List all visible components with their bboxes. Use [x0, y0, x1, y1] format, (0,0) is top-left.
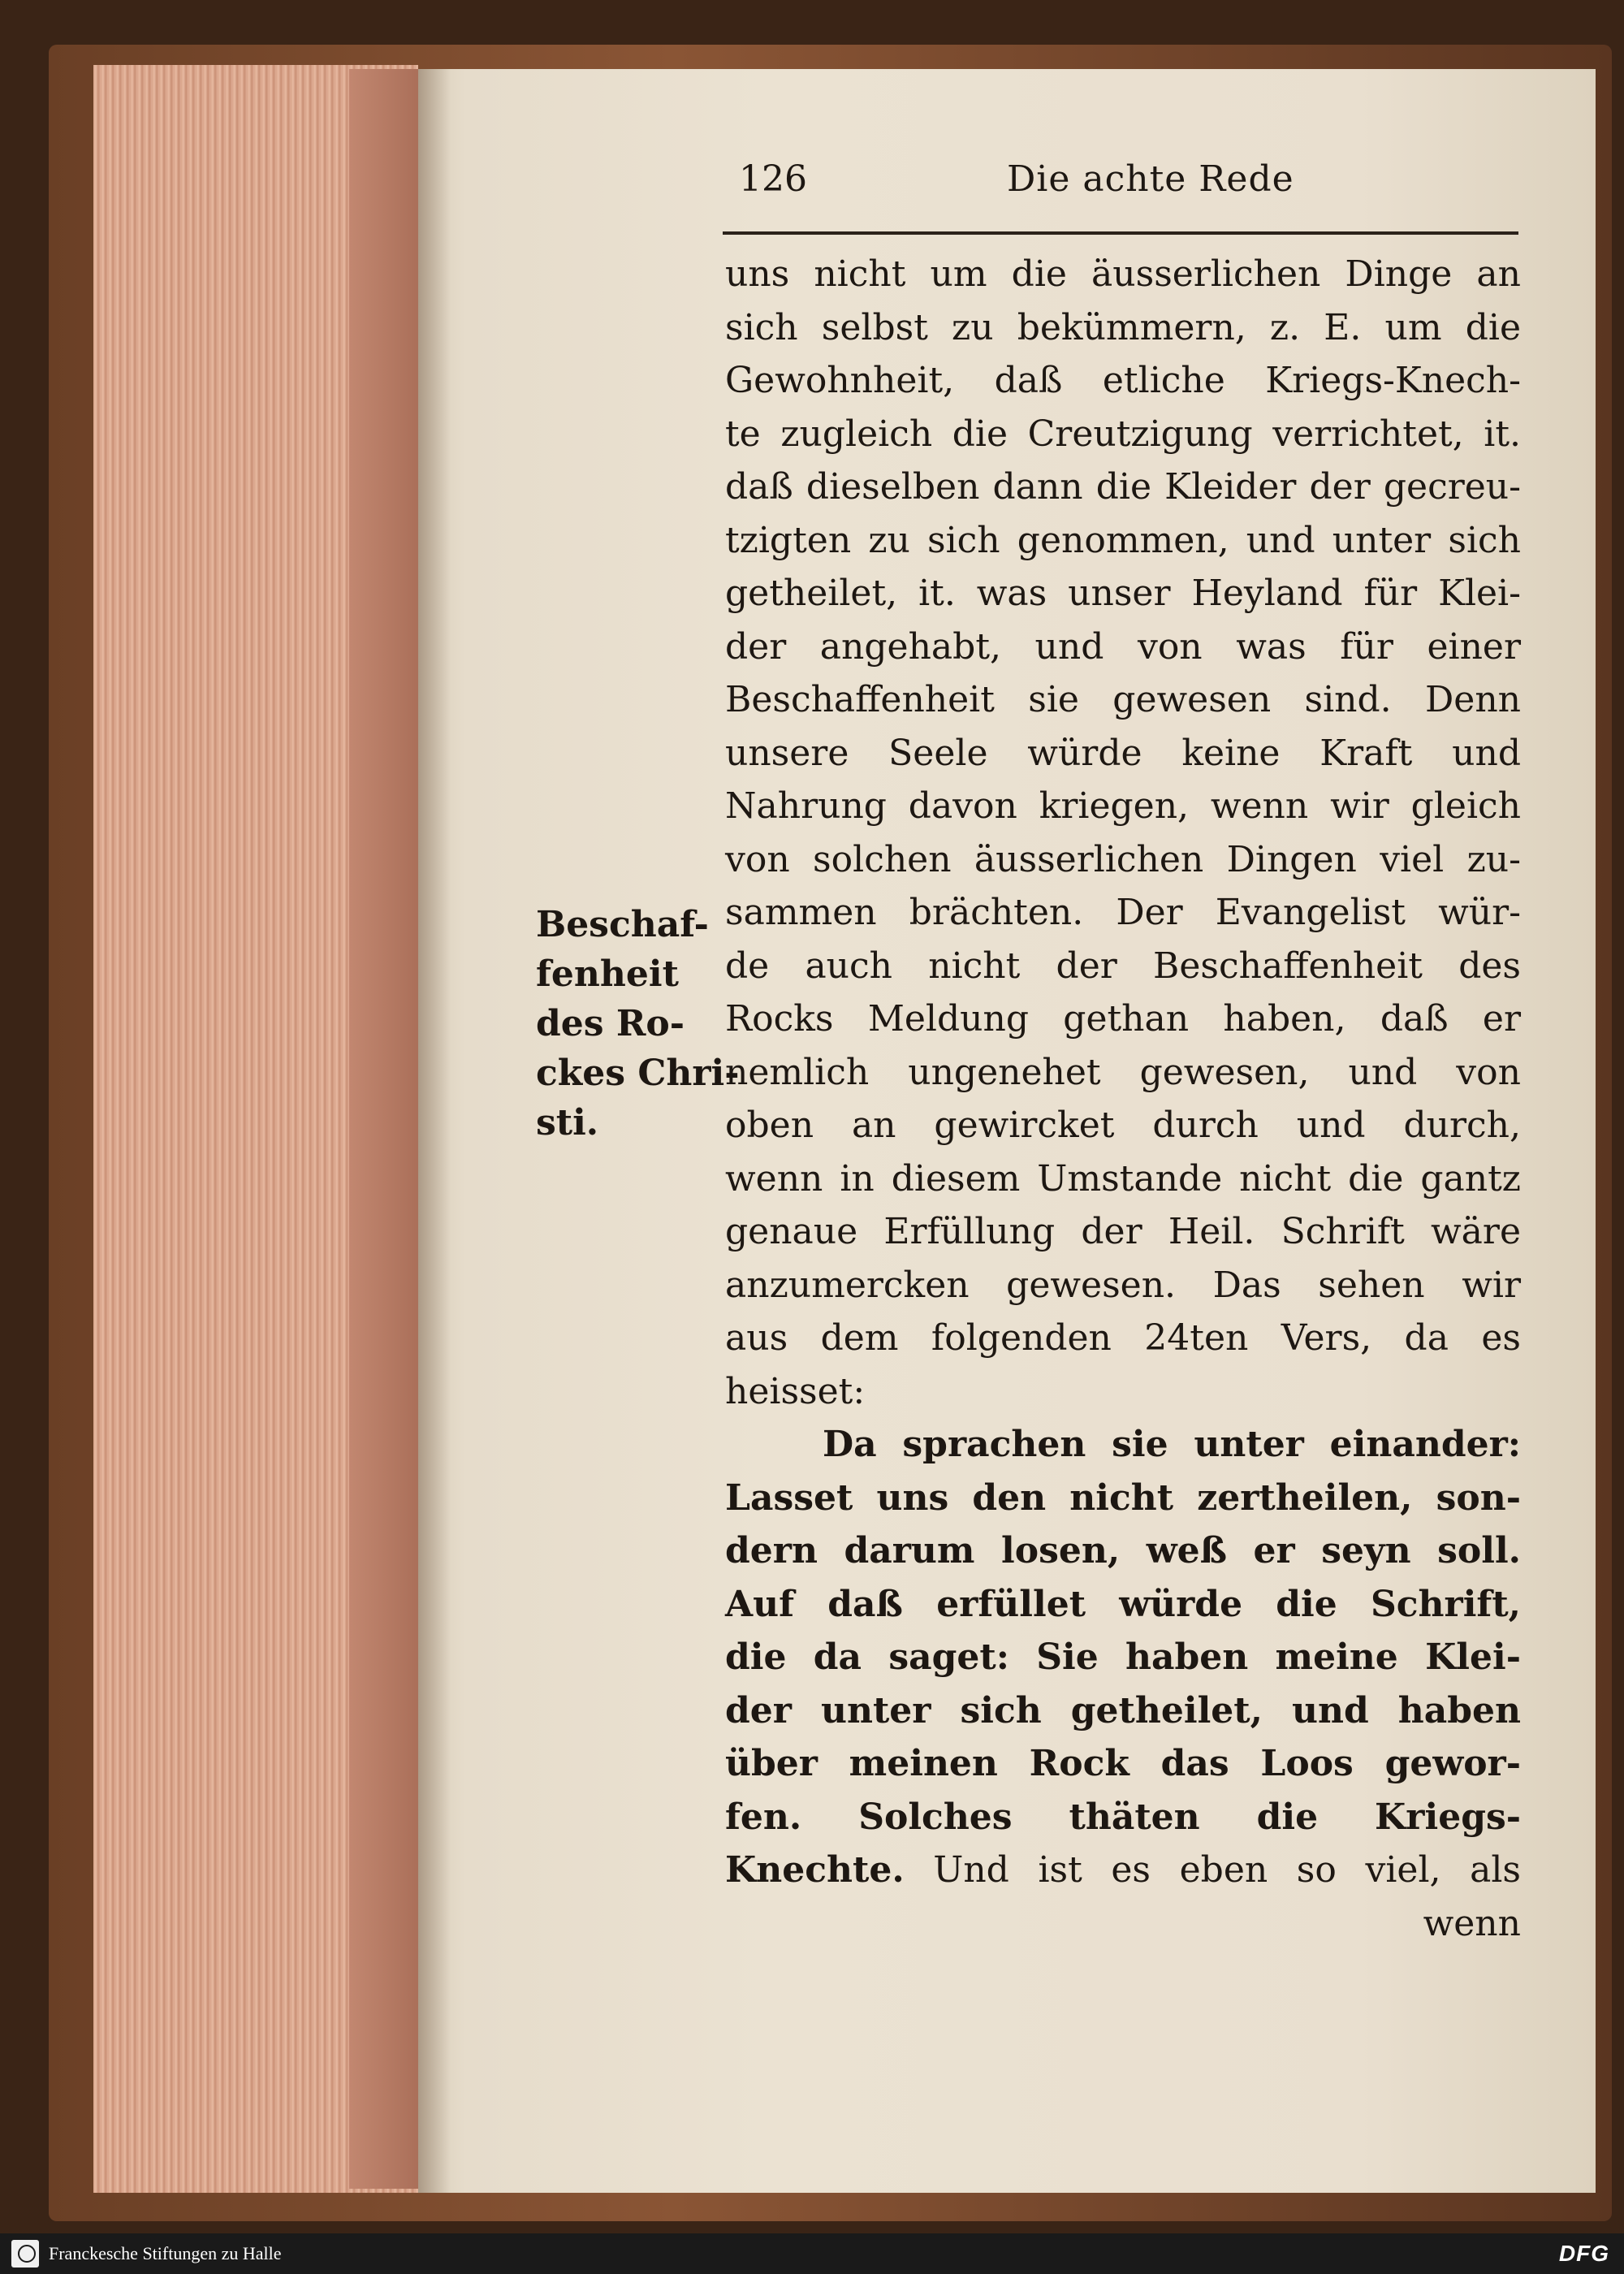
text-line: Beschaffenheit sie gewesen sind. Denn	[725, 679, 1521, 720]
marginal-note	[536, 900, 740, 1148]
footer-bar	[0, 2233, 1624, 2274]
dfg-logo: DFG	[1558, 2241, 1609, 2266]
marginal-note-line: Beschaf-	[536, 904, 709, 945]
text-line: aus dem folgenden 24ten Vers, da es	[725, 1317, 1521, 1359]
gutter-shadow	[418, 69, 451, 2193]
text-line: heisset:	[725, 1370, 866, 1412]
marginal-note-line: des Ro-	[536, 1003, 685, 1044]
text-line: sammen brächten. Der Evangelist wür-	[725, 892, 1521, 933]
footer-institution: Franckesche Stiftungen zu Halle	[49, 2243, 282, 2263]
quote-line: fen. Solches thäten die Kriegs-	[725, 1796, 1521, 1838]
text-line: unsere Seele würde keine Kraft und	[725, 732, 1521, 774]
closing-text: Und ist es eben so viel, als	[933, 1849, 1521, 1891]
catchword: wenn	[1423, 1902, 1521, 1944]
page-number: 126	[739, 158, 807, 200]
running-head: Die achte Rede	[1007, 158, 1294, 200]
text-line: Gewohnheit, daß etliche Kriegs-Knech-	[725, 360, 1521, 401]
text-line: de auch nicht der Beschaffenheit des	[725, 945, 1521, 987]
text-line: daß dieselben dann die Kleider der gecreu-	[725, 466, 1521, 508]
quote-end: Knechte.	[725, 1849, 905, 1891]
text-line: Nahrung davon kriegen, wenn wir gleich	[725, 785, 1521, 827]
header-rule	[723, 231, 1518, 235]
institution-logo-icon	[11, 2240, 39, 2268]
marginal-note-line: sti.	[536, 1102, 599, 1143]
quote-line: Lasset uns den nicht zertheilen, son-	[725, 1476, 1521, 1519]
text-line: nemlich ungenehet gewesen, und von	[725, 1051, 1521, 1093]
marginal-note-line: ckes Chri-	[536, 1053, 740, 1094]
text-line: oben an gewircket durch und durch,	[725, 1105, 1521, 1146]
main-text	[725, 248, 1521, 1950]
quote-line: die da saget: Sie haben meine Klei-	[725, 1636, 1521, 1678]
text-line: te zugleich die Creutzigung verrichtet, it.	[725, 413, 1521, 455]
quote-line: dern darum losen, weß er seyn soll.	[725, 1530, 1521, 1571]
quote-line: Auf daß erfüllet würde die Schrift,	[725, 1583, 1521, 1625]
page-header	[739, 158, 1518, 215]
text-line: uns nicht um die äusserlichen Dinge an	[725, 253, 1521, 295]
text-line: von solchen äusserlichen Dingen viel zu-	[725, 838, 1521, 880]
page-edges-shadow	[349, 69, 422, 2189]
quote-line: über meinen Rock das Loos gewor-	[725, 1743, 1521, 1784]
text-line: genaue Erfüllung der Heil. Schrift wäre	[725, 1211, 1521, 1252]
text-line: sich selbst zu bekümmern, z. E. um die	[725, 306, 1521, 348]
text-line: tzigten zu sich genommen, und unter sich	[725, 519, 1521, 561]
marginal-note-line: fenheit	[536, 953, 679, 995]
closing-line	[725, 1844, 1521, 1897]
quote-line: Da sprachen sie unter einander:	[823, 1424, 1521, 1465]
text-line: getheilet, it. was unser Heyland für Klei-	[725, 573, 1521, 614]
quote-line: der unter sich getheilet, und haben	[725, 1689, 1521, 1731]
text-line: anzumercken gewesen. Das sehen wir	[725, 1264, 1521, 1306]
text-line: der angehabt, und von was für einer	[725, 625, 1521, 668]
text-line: Rocks Meldung gethan haben, daß er	[725, 998, 1521, 1040]
text-line: wenn in diesem Umstande nicht die gantz	[725, 1157, 1521, 1200]
